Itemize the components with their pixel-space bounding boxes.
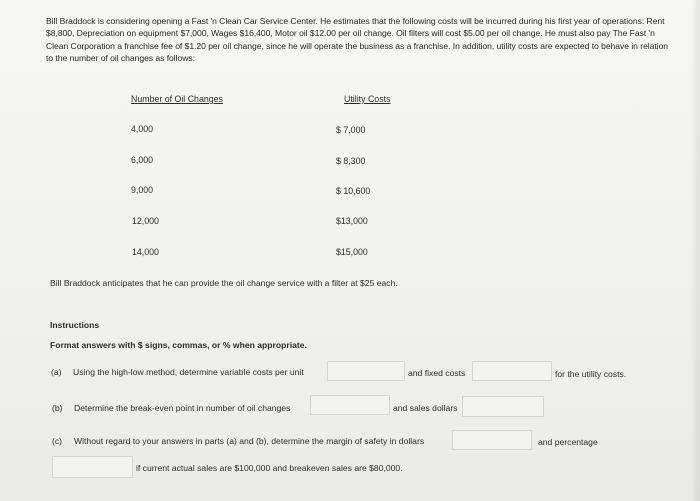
problem-statement: Bill Braddock is considering opening a Fast 'n Clean Car Service Center. He estimates that the following costs will be incurred during his first year of operations: Rent $8,800, Depreciation on equipment $7,000, Wages $16,400, Motor oil $12.00 per oil change. Oil filters will cost $5.00 per oil change. He must also pay The Fast 'n Clean Corporation a franchise fee of $1.20 per oil change, since he will operate the business as a franchise. In addition, utility costs are expected to behave in relation to the number of oil changes as follows: (46, 16, 669, 64)
column-header-oil-changes: Number of Oil Changes (131, 94, 223, 104)
table-cell-oil-changes: 12,000 (132, 216, 159, 226)
part-c-prompt: Without regard to your answers in parts (a) and (b), determine the margin of safety in dollars (74, 436, 425, 446)
margin-of-safety-percentage-input[interactable] (52, 456, 133, 478)
part-a-prompt: Using the high-low method, determine variable costs per unit (73, 367, 304, 377)
fixed-costs-input[interactable] (472, 361, 552, 381)
part-b-mid-text: and sales dollars (393, 403, 458, 413)
part-a-end-text: for the utility costs. (555, 369, 627, 379)
part-c-tail-text: if current actual sales are $100,000 and breakeven sales are $80,000. (136, 463, 403, 473)
margin-of-safety-dollars-input[interactable] (452, 430, 532, 450)
instructions-heading: Instructions (50, 320, 100, 330)
anticipation-text: Bill Braddock anticipates that he can provide the oil change service with a filter at $25 each. (50, 278, 398, 288)
table-cell-utility-cost: $ 8,300 (336, 156, 366, 166)
part-c-label: (c) (52, 436, 63, 446)
break-even-units-input[interactable] (310, 395, 390, 415)
table-cell-oil-changes: 14,000 (132, 247, 159, 257)
table-cell-utility-cost: $ 10,600 (336, 186, 371, 196)
table-cell-utility-cost: $13,000 (336, 216, 368, 226)
part-a-mid-text: and fixed costs (408, 368, 466, 378)
variable-cost-per-unit-input[interactable] (327, 361, 405, 381)
part-b-prompt: Determine the break-even point in number of oil changes (74, 403, 291, 413)
page-edge-shadow (690, 0, 700, 501)
break-even-sales-dollars-input[interactable] (462, 396, 544, 417)
table-cell-utility-cost: $ 7,000 (336, 125, 366, 135)
column-header-utility-costs: Utility Costs (344, 94, 391, 104)
part-a-label: (a) (51, 367, 62, 377)
table-cell-oil-changes: 6,000 (131, 155, 154, 165)
part-c-end-text: and percentage (538, 437, 598, 447)
table-cell-oil-changes: 9,000 (131, 185, 154, 195)
format-note: Format answers with $ signs, commas, or % when appropriate. (50, 340, 307, 350)
table-cell-oil-changes: 4,000 (131, 124, 154, 134)
table-cell-utility-cost: $15,000 (336, 247, 368, 257)
part-b-label: (b) (52, 403, 63, 413)
